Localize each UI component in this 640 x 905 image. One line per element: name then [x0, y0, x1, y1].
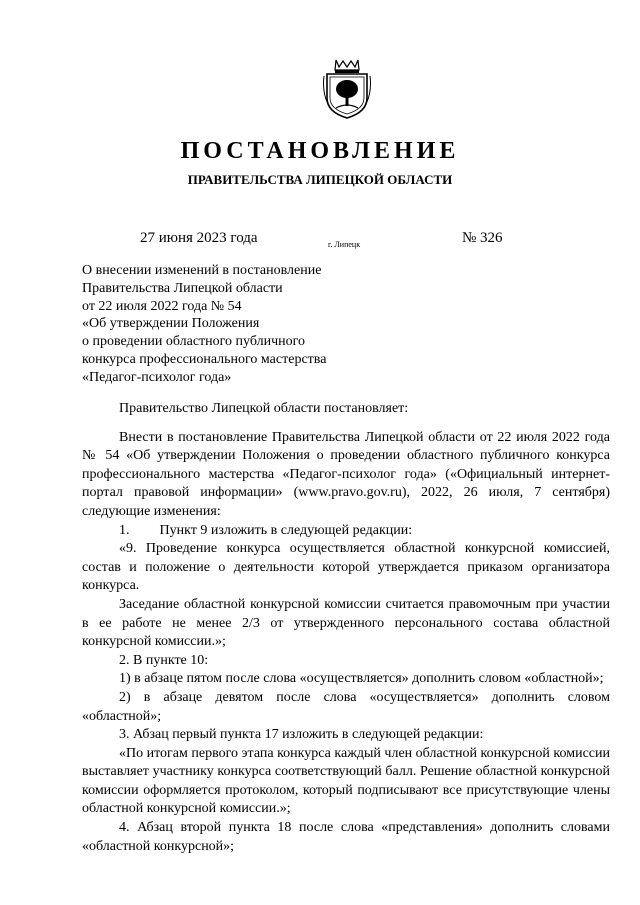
item-1-quote: «9. Проведение конкурса осуществляется областной конкурсной комиссией, состав и положение о деятельности которой утверждается приказом организатора конкурса.: [82, 541, 610, 594]
heading-line: «Педагог-психолог года»: [82, 369, 232, 385]
document-title: ПОСТАНОВЛЕНИЕ: [180, 138, 460, 164]
item-2: 2. В пункте 10:: [119, 652, 209, 668]
item-3: 3. Абзац первый пункта 17 изложить в следующей редакции:: [119, 727, 484, 743]
document-body: [82, 400, 610, 856]
item-1-text: Пункт 9 изложить в следующей редакции:: [159, 522, 413, 538]
coat-of-arms-icon: [322, 58, 372, 120]
item-1-number: 1.: [119, 522, 130, 538]
item-2-2: 2) в абзаце девятом после слова «осуществляется» дополнить словом «областной»;: [82, 689, 610, 724]
heading-line: от 22 июля 2022 года № 54: [82, 298, 242, 314]
item-2-1: 1) в абзаце пятом после слова «осуществляется» дополнить словом «областной»;: [119, 671, 604, 687]
item-1-quote-2: Заседание областной конкурсной комиссии считается правомочным при участии в ее работе не менее 2/3 от утвержденного персонального состава областной конкурсной комиссии.»;: [82, 596, 610, 650]
intro-paragraph: Внести в постановление Правительства Липецкой области от 22 июля 2022 года № 54 «Об утверждении Положения о проведении областного публичного конкурса профессионального мастерства «Педагог-психолог года» («Официальный интернет-портал правовой информации» (www.pravo.gov.ru), 2022, 26 июля, 7 сентября) следующие изменения:: [82, 429, 610, 519]
heading-line: Правительства Липецкой области: [82, 280, 283, 296]
item-4: 4. Абзац второй пункта 18 после слова «представления» дополнить словами «областной конкурсной»;: [82, 820, 610, 854]
document-number: № 326: [462, 230, 503, 246]
document-heading: [82, 262, 382, 387]
document-subtitle: ПРАВИТЕЛЬСТВА ЛИПЕЦКОЙ ОБЛАСТИ: [187, 172, 453, 187]
item-1: [82, 522, 610, 541]
preamble: Правительство Липецкой области постановляет:: [119, 401, 409, 416]
heading-line: О внесении изменений в постановление: [82, 263, 322, 278]
heading-line: «Об утверждении Положения: [82, 316, 260, 332]
document-date: 27 июня 2023 года: [140, 230, 258, 246]
heading-line: о проведении областного публичного: [82, 334, 306, 350]
document-city: г. Липецк: [328, 240, 361, 249]
heading-line: конкурса профессионального мастерства: [82, 351, 327, 367]
item-3-quote: «По итогам первого этапа конкурса каждый член областной конкурсной комиссии выставляет участнику конкурса соответствующий балл. Решение областной конкурсной комиссии оформляется протоколом, который подписывают все присутствующие члены областной конкурсной комиссии.»;: [82, 745, 610, 817]
